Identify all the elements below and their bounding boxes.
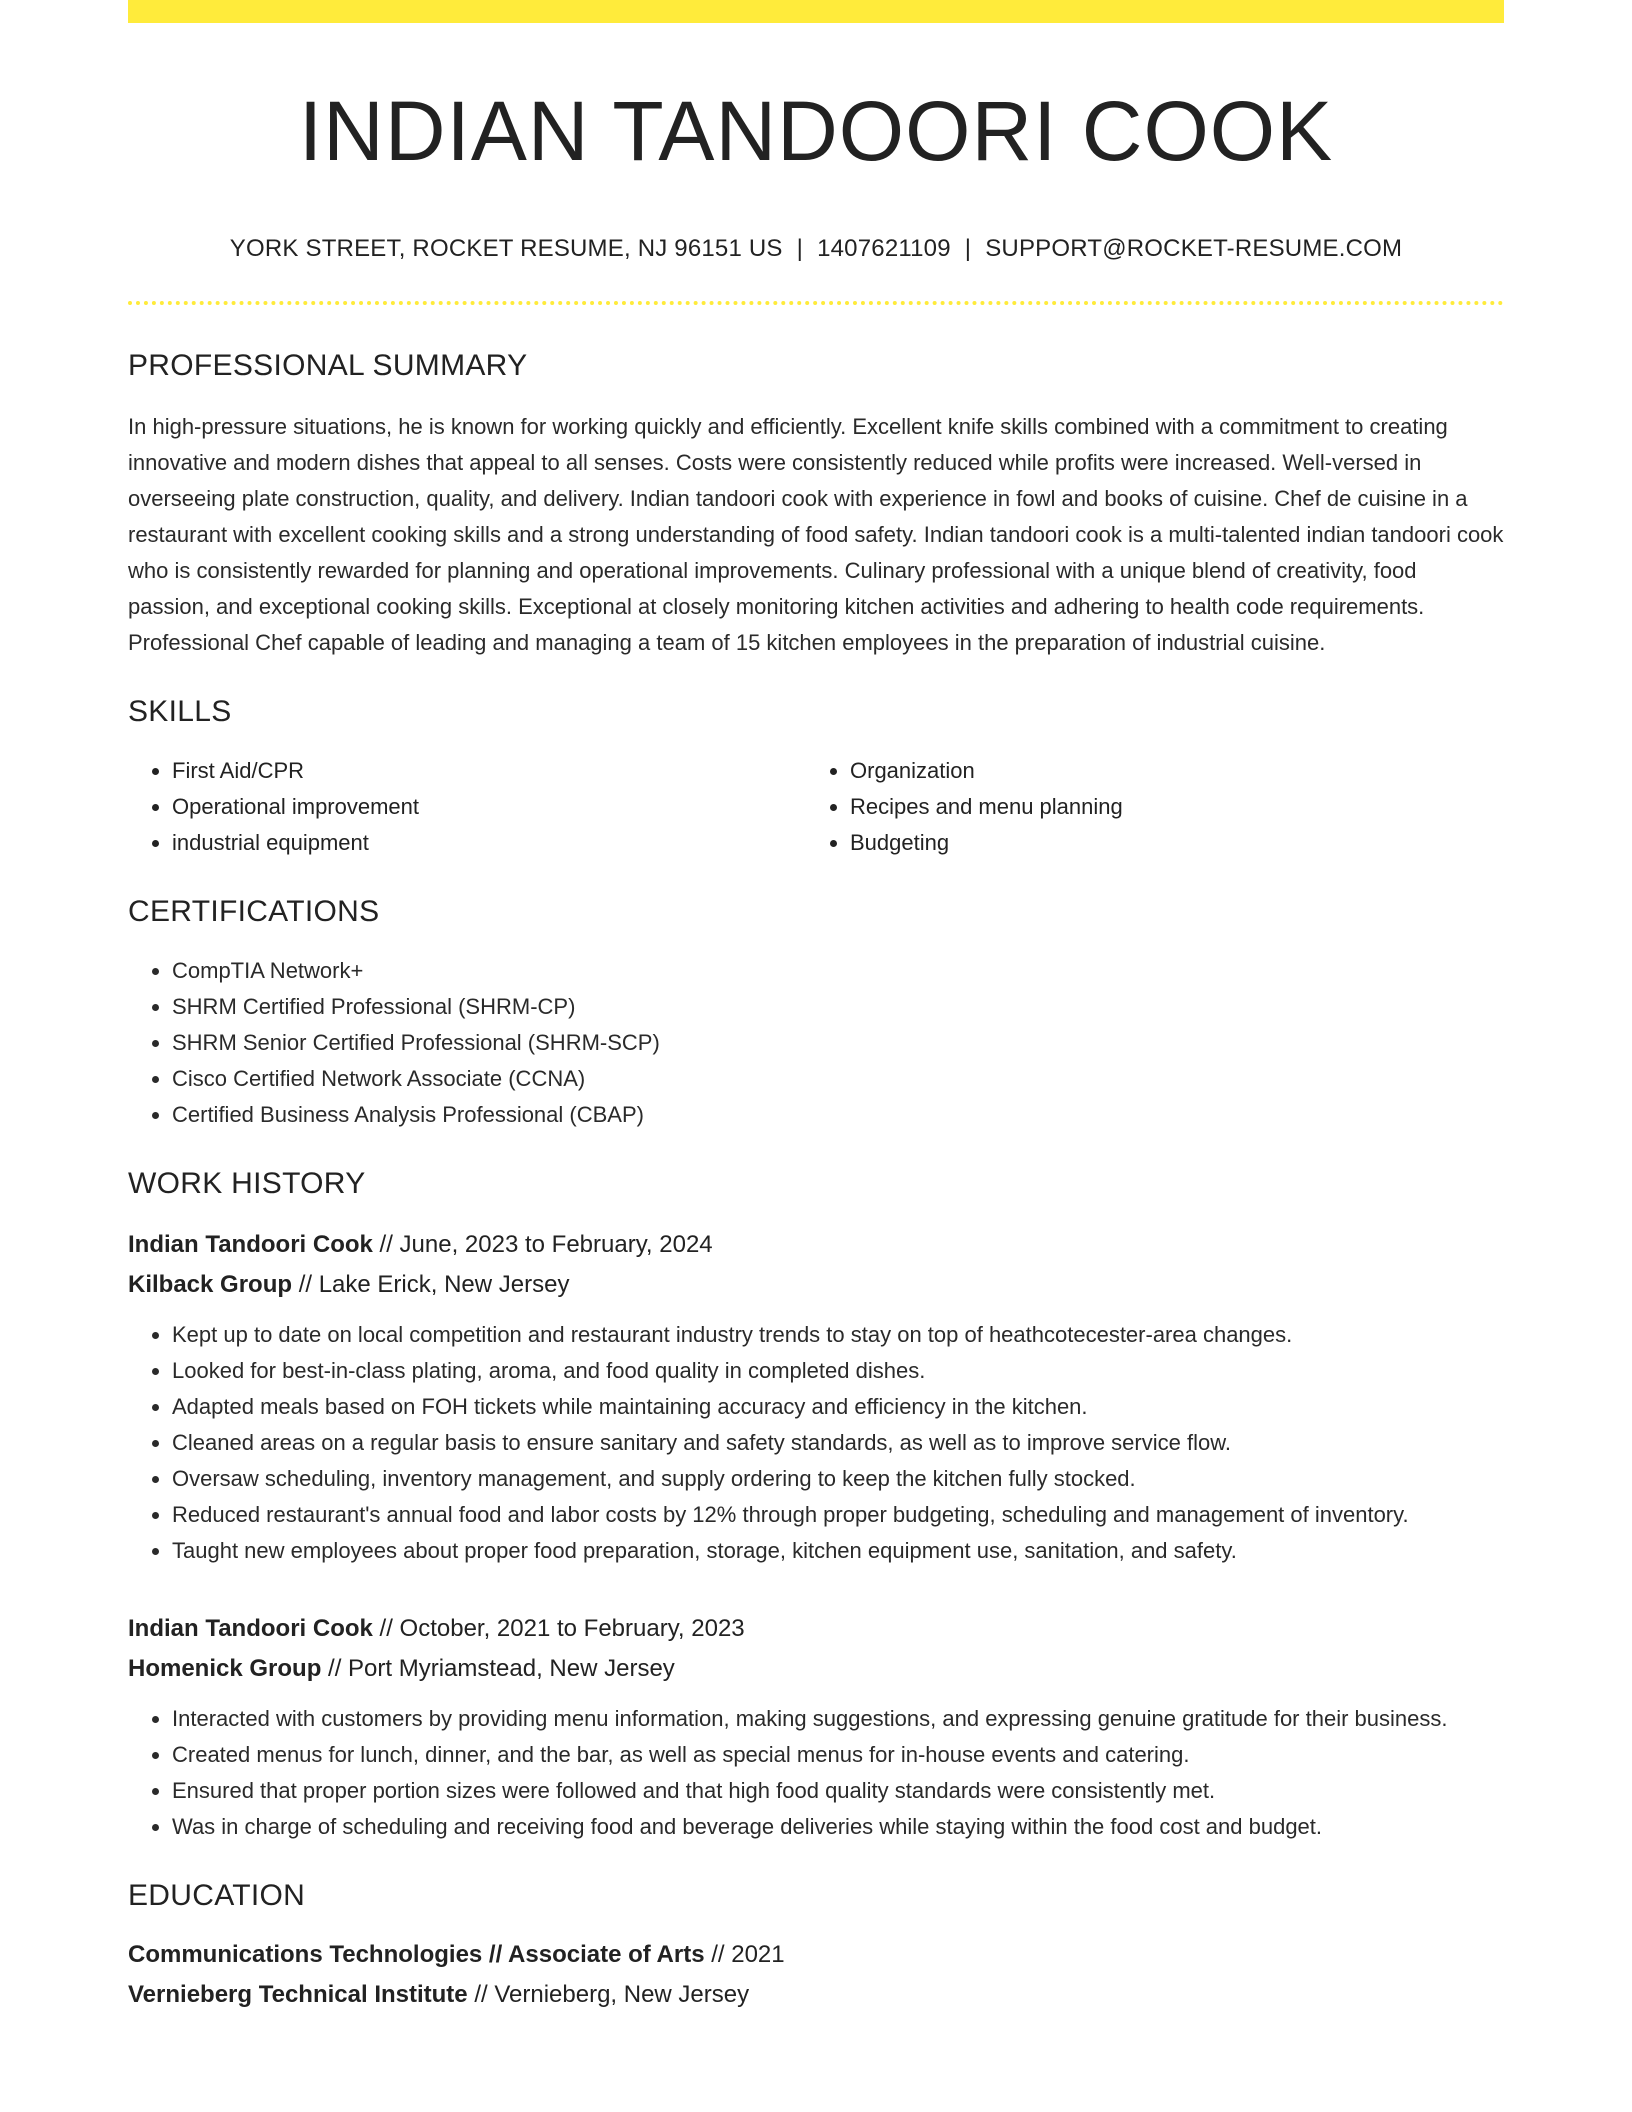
job-role: Indian Tandoori Cook [128,1231,373,1259]
job-location: // Lake Erick, New Jersey [292,1271,570,1299]
skills-heading: SKILLS [128,695,232,729]
job-company: Kilback Group [128,1271,293,1299]
education-school: Vernieberg Technical Institute [128,1981,468,2009]
education-location: // Vernieberg, New Jersey [467,1981,750,2009]
job-duties-list [128,1701,1504,1845]
job-title-line [128,1609,1504,1649]
skill-item: • First Aid/CPR [172,753,806,789]
job-title-line [128,1225,1504,1265]
job-company: Homenick Group [128,1655,322,1683]
job-company-line [128,1649,1504,1689]
contact-email: SUPPORT@ROCKET-RESUME.COM [985,235,1403,263]
resume-page [128,0,1504,2015]
contact-phone: 1407621109 [817,235,951,263]
education-year: // 2021 [704,1941,785,1969]
job-duty-item: • Created menus for lunch, dinner, and the bar, as well as special menus for in-house events and catering. [172,1737,1504,1773]
summary-text: In high-pressure situations, he is known for working quickly and efficiently. Excellent knife skills combined with a commitment to creating innovative and modern dishes that appeal to all senses. Costs were consistently reduced while profits were increased. Well-versed in overseeing plate construction, quality, and delivery. Indian tandoori cook with experience in fowl and books of cuisine. Chef de cuisine in a restaurant with excellent cooking skills and a strong understanding of food safety. Indian tandoori cook is a multi-talented indian tandoori cook who is consistently rewarded for planning and operational improvements. Culinary professional with a unique blend of creativity, food passion, and exceptional cooking skills. Exceptional at closely monitoring kitchen activities and adhering to health code requirements. Professional Chef capable of leading and managing a team of 15 kitchen employees in the preparation of industrial cuisine. [128,414,1504,656]
job-dates: // June, 2023 to February, 2024 [372,1231,713,1259]
job-duties-list [128,1317,1504,1569]
contact-address: YORK STREET, ROCKET RESUME, NJ 96151 US [229,235,783,263]
job-dates: // October, 2021 to February, 2023 [372,1615,745,1643]
job-duty-item: • Adapted meals based on FOH tickets while maintaining accuracy and efficiency in the kitchen. [172,1389,1504,1425]
work-history-heading: WORK HISTORY [128,1167,366,1201]
summary-heading: PROFESSIONAL SUMMARY [128,349,528,383]
job-duty-item: • Reduced restaurant's annual food and labor costs by 12% through proper budgeting, scheduling and management of inventory. [172,1497,1504,1533]
certification-item: • Certified Business Analysis Professional (CBAP) [172,1097,1504,1133]
job-duty-item: • Oversaw scheduling, inventory management, and supply ordering to keep the kitchen fully stocked. [172,1461,1504,1497]
skill-item: • Recipes and menu planning [850,789,1484,825]
candidate-name: INDIAN TANDOORI COOK [298,84,1334,178]
skills-list-right [806,753,1484,861]
certifications-list [128,953,1504,1133]
skill-item: • Organization [850,753,1484,789]
header-divider [128,301,1504,305]
education-school-line [128,1975,1504,2015]
job-role: Indian Tandoori Cook [128,1615,373,1643]
top-accent-bar [128,0,1504,23]
certification-item: • CompTIA Network+ [172,953,1504,989]
skill-item: • Operational improvement [172,789,806,825]
skill-item: • Budgeting [850,825,1484,861]
contact-separator: | [964,235,972,263]
skills-list-left [128,753,806,861]
skill-item: • industrial equipment [172,825,806,861]
job-duty-item: • Ensured that proper portion sizes were followed and that high food quality standards were consistently met. [172,1773,1504,1809]
education-degree-line [128,1935,1504,1975]
job-duty-item: • Cleaned areas on a regular basis to ensure sanitary and safety standards, as well as to improve service flow. [172,1425,1504,1461]
job-duty-item: • Was in charge of scheduling and receiving food and beverage deliveries while staying within the food cost and budget. [172,1809,1504,1845]
job-duty-item: • Interacted with customers by providing menu information, making suggestions, and expressing genuine gratitude for their business. [172,1701,1504,1737]
job-company-line [128,1265,1504,1305]
skills-columns [128,753,1504,861]
certification-item: • SHRM Certified Professional (SHRM-CP) [172,989,1504,1025]
education-heading: EDUCATION [128,1879,306,1913]
contact-line [128,235,1504,263]
job-location: // Port Myriamstead, New Jersey [321,1655,675,1683]
certification-item: • Cisco Certified Network Associate (CCNA) [172,1061,1504,1097]
education-degree: Communications Technologies // Associate of Arts [128,1941,705,1969]
certifications-heading: CERTIFICATIONS [128,895,380,929]
job-duty-item: • Looked for best-in-class plating, aroma, and food quality in completed dishes. [172,1353,1504,1389]
job-duty-item: • Kept up to date on local competition and restaurant industry trends to stay on top of heathcotecester-area changes. [172,1317,1504,1353]
contact-separator: | [796,235,804,263]
job-duty-item: • Taught new employees about proper food preparation, storage, kitchen equipment use, sanitation, and safety. [172,1533,1504,1569]
certification-item: • SHRM Senior Certified Professional (SHRM-SCP) [172,1025,1504,1061]
